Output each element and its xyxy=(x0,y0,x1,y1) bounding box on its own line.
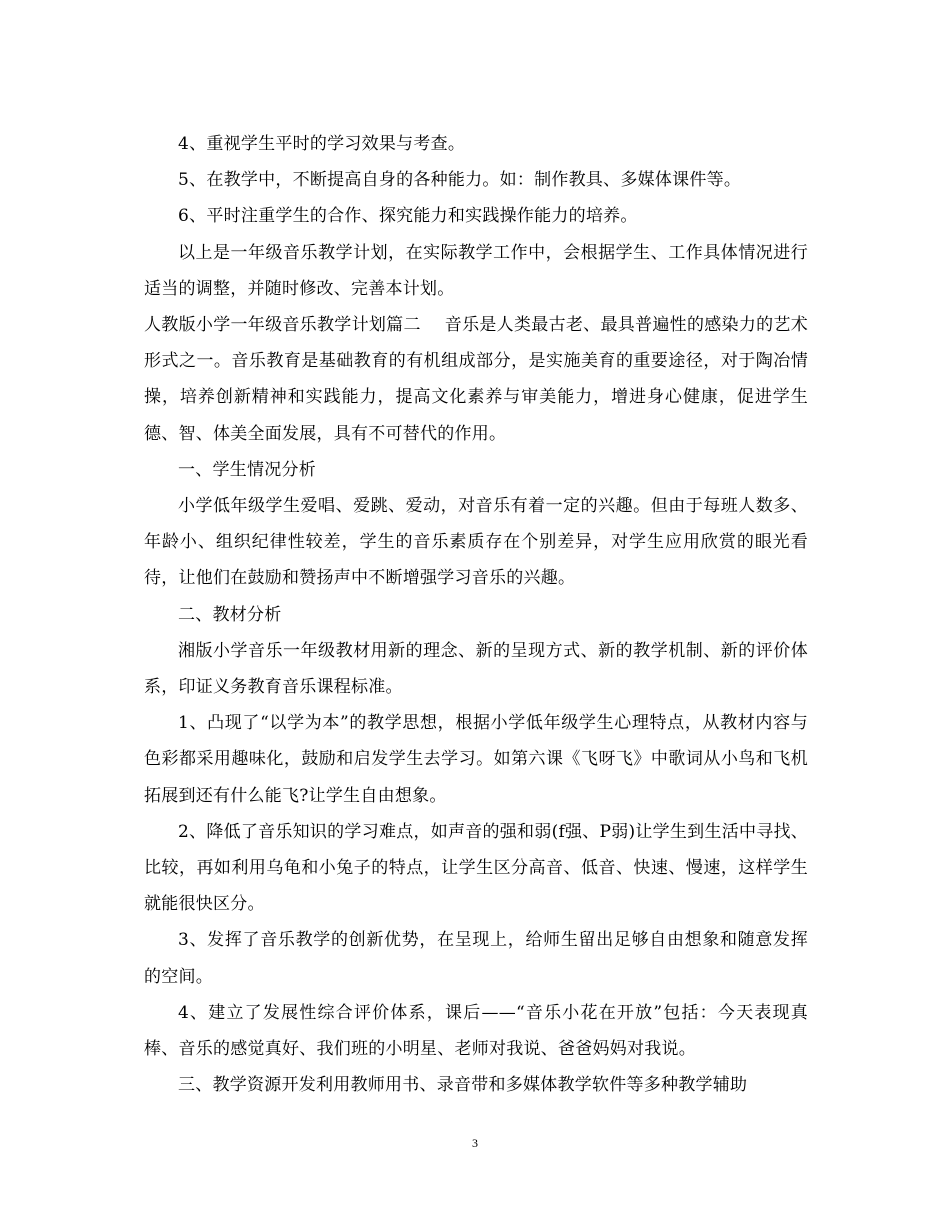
paragraph-textbook-intro: 湘版小学音乐一年级教材用新的理念、新的呈现方式、新的教学机制、新的评价体系，印证义务教育音乐课程标准。 xyxy=(144,640,808,698)
paragraph-item-5: 5、在教学中，不断提高自身的各种能力。如：制作教具、多媒体课件等。 xyxy=(178,170,742,191)
paragraph-student-analysis: 小学低年级学生爱唱、爱跳、爱动，对音乐有着一定的兴趣。但由于每班人数多、年龄小、组织纪律性较差，学生的音乐素质存在个别差异，对学生应用欣赏的眼光看待，让他们在鼓励和赞扬声中不断增强学习音乐的兴趣。 xyxy=(144,496,808,589)
section-title: 人教版小学一年级音乐教学计划篇二 xyxy=(144,315,421,336)
paragraph-point-3: 3、发挥了音乐教学的创新优势，在呈现上，给师生留出足够自由想象和随意发挥的空间。 xyxy=(144,930,808,987)
paragraph-point-4: 4、建立了发展性综合评价体系，课后——“音乐小花在开放”包括：今天表现真棒、音乐的感觉真好、我们班的小明星、老师对我说、爸爸妈妈对我说。 xyxy=(144,1002,808,1060)
section-paragraph xyxy=(144,307,808,452)
paragraph-point-2: 2、降低了音乐知识的学习难点，如声音的强和弱(f强、P弱)让学生到生活中寻找、比较，再如利用乌龟和小兔子的特点，让学生区分高音、低音、快速、慢速，这样学生就能很快区分。 xyxy=(144,821,808,915)
page-number: 3 xyxy=(472,1136,478,1150)
paragraph-resources: 三、教学资源开发利用教师用书、录音带和多媒体教学软件等多种教学辅助 xyxy=(178,1075,748,1096)
heading-student-analysis: 一、学生情况分析 xyxy=(178,459,316,480)
heading-textbook-analysis: 二、教材分析 xyxy=(178,604,282,625)
paragraph-point-1: 1、凸现了“以学为本”的教学思想，根据小学低年级学生心理特点，从教材内容与色彩都采用趣味化，鼓励和启发学生去学习。如第六课《飞呀飞》中歌词从小鸟和飞机拓展到还有什么能飞?让学生自由想象。 xyxy=(144,713,808,806)
paragraph-item-4: 4、重视学生平时的学习效果与考查。 xyxy=(178,134,466,154)
document-body xyxy=(144,126,808,1103)
paragraph-item-6: 6、平时注重学生的合作、探究能力和实践操作能力的培养。 xyxy=(178,206,638,227)
paragraph-summary: 以上是一年级音乐教学计划，在实际教学工作中，会根据学生、工作具体情况进行适当的调整，并随时修改、完善本计划。 xyxy=(144,242,808,299)
section-intro: 音乐是人类最古老、最具普遍性的感染力的艺术形式之一。音乐教育是基础教育的有机组成部分，是实施美育的重要途径，对于陶冶情操，培养创新精神和实践能力，提高文化素养与审美能力，增进身心健康，促进学生德、智、体美全面发展，具有不可替代的作用。 xyxy=(144,315,809,444)
